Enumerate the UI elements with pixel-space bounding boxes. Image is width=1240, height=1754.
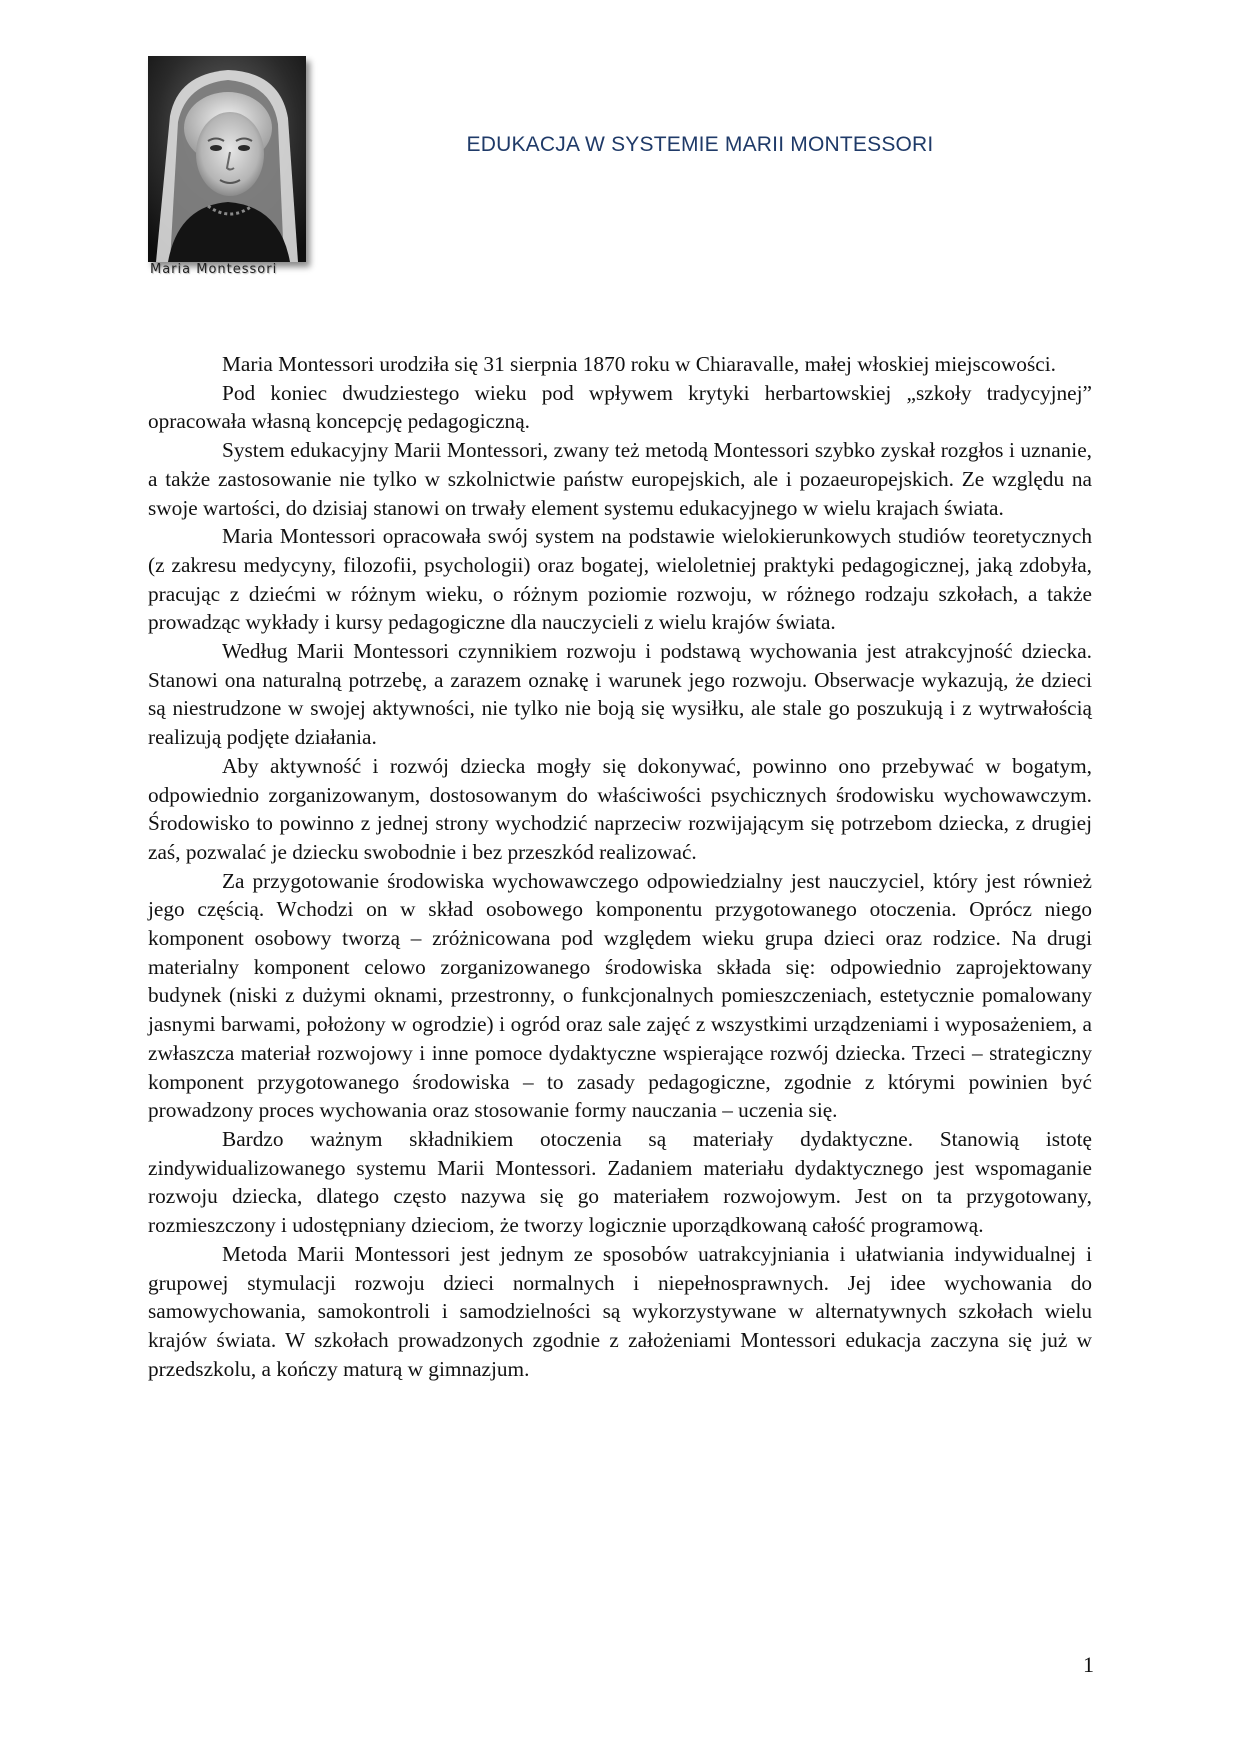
photo-caption: Maria Montessori: [150, 262, 278, 277]
paragraph: Według Marii Montessori czynnikiem rozwoju i podstawą wychowania jest atrakcyjność dziecka. Stanowi ona naturalną potrzebę, a zarazem oznakę i warunek jego rozwoju. Obserwacje wykazują, że dzieci są niestrudzone w swojej aktywności, nie tylko nie boją się wysiłku, ale stale go poszukują i z wytrwałością realizują podjęte działania.: [148, 639, 1092, 750]
paragraph: Pod koniec dwudziestego wieku pod wpływem krytyki herbartowskiej „szkoły tradycyjnej” opracowała własną koncepcję pedagogiczną.: [148, 380, 1092, 434]
paragraph: System edukacyjny Marii Montessori, zwany też metodą Montessori szybko zyskał rozgłos i uznanie, a także zastosowanie nie tylko w szkolnictwie państw europejskich, ale i pozaeuropejskich. Ze względu na swoje wartości, do dzisiaj stanowi on trwały element systemu edukacyjnego w wielu krajach świata.: [148, 438, 1092, 520]
paragraph: Maria Montessori opracowała swój system na podstawie wielokierunkowych studiów teoretycznych (z zakresu medycyny, filozofii, psychologii) oraz bogatej, wieloletniej praktyki pedagogicznej, jaką zdobyła, pracując z dziećmi w różnym wieku, o różnym poziomie rozwoju, w różnego rodzaju szkołach, a także prowadząc wykłady i kursy pedagogiczne dla nauczycieli z wielu krajów świata.: [148, 524, 1092, 635]
portrait-image: [148, 56, 306, 262]
paragraph: Bardzo ważnym składnikiem otoczenia są materiały dydaktyczne. Stanowią istotę zindywidualizowanego systemu Marii Montessori. Zadaniem materiału dydaktycznego jest wspomaganie rozwoju dziecka, dlatego często nazywa się go materiałem rozwojowym. Jest on ta przygotowany, rozmieszczony i udostępniany dzieciom, że tworzy logicznie uporządkowaną całość programową.: [148, 1126, 1092, 1238]
paragraph: Aby aktywność i rozwój dziecka mogły się dokonywać, powinno ono przebywać w bogatym, odpowiednio zorganizowanym, dostosowanym do właściwości psychicznych środowisku wychowawczym. Środowisko to powinno z jednej strony wychodzić naprzeciw rozwijającym się potrzebom dziecka, z drugiej zaś, pozwalać je dziecku swobodnie i bez przeszkód realizować.: [148, 753, 1092, 864]
paragraph: Za przygotowanie środowiska wychowawczego odpowiedzialny jest nauczyciel, który jest również jego częścią. Wchodzi on w skład osobowego komponentu przygotowanego otoczenia. Oprócz niego komponent osobowy tworzą – zróżnicowana pod względem wieku grupa dzieci oraz rodzice. Na drugi materialny komponent celowo zorganizowanego środowiska składa się: odpowiednio zaprojektowany budynek (niski z dużymi oknami, przestronny, o funkcjonalnych pomieszczeniach, estetycznie pomalowany jasnymi barwami, położony w ogrodzie) i ogród oraz sale zajęć z wszystkimi urządzeniami i wyposażeniem, a zwłaszcza materiał rozwojowy i inne pomoce dydaktyczne wspierające rozwój dziecka. Trzeci – strategiczny komponent przygotowanego środowiska – to zasady pedagogiczne, zgodnie z którymi powinien być prowadzony proces wychowania oraz stosowanie formy nauczania – uczenia się.: [148, 868, 1092, 1123]
document-title: EDUKACJA W SYSTEMIE MARII MONTESSORI: [466, 133, 934, 156]
page-number: 1: [1083, 1652, 1094, 1677]
paragraph: Metoda Marii Montessori jest jednym ze sposobów uatrakcyjniania i ułatwiania indywidualnej i grupowej stymulacji rozwoju dzieci normalnych i niepełnosprawnych. Jej idee wychowania do samowychowania, samokontroli i samodzielności są wykorzystywane w alternatywnych szkołach wielu krajów świata. W szkołach prowadzonych zgodnie z założeniami Montessori edukacja zaczyna się już w przedszkolu, a kończy maturą w gimnazjum.: [148, 1241, 1092, 1381]
portrait-photo: [148, 56, 306, 262]
paragraph: Maria Montessori urodziła się 31 sierpnia 1870 roku w Chiaravalle, małej włoskiej miejscowości.: [222, 352, 1056, 376]
document-body: [148, 350, 1092, 1383]
